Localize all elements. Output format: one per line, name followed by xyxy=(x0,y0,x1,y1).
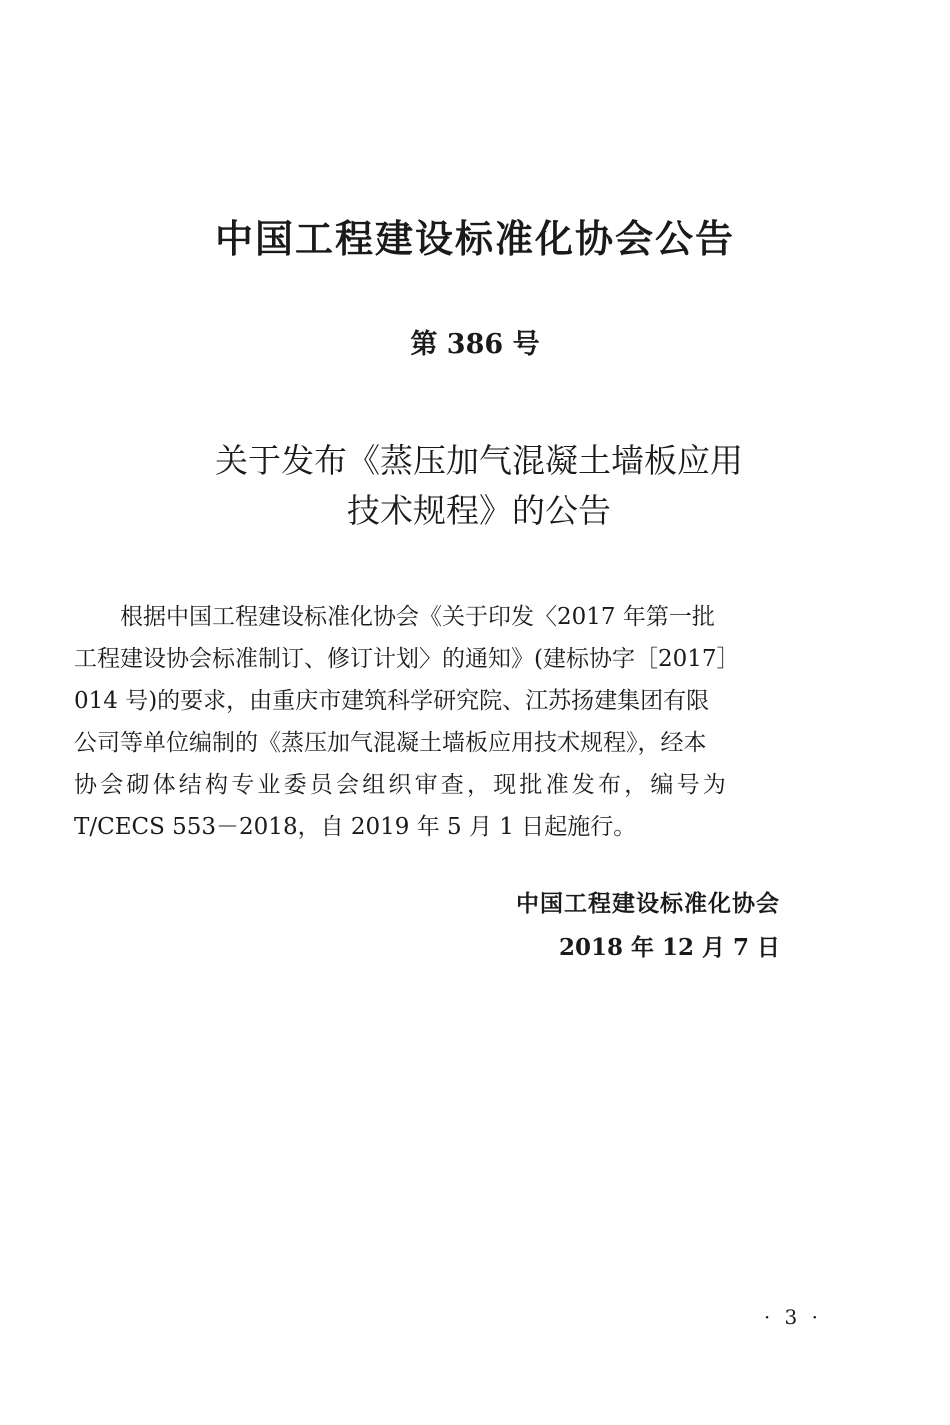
body-line: 公司等单位编制的《蒸压加气混凝土墙板应用技术规程》，经本 xyxy=(74,730,707,756)
body-line: 工程建设协会标准制订、修订计划〉的通知》(建标协字［2017］ xyxy=(74,646,740,672)
page-number: · 3 · xyxy=(763,1305,822,1329)
signature-block xyxy=(516,882,780,970)
body-line: 根据中国工程建设标准化协会《关于印发〈2017 年第一批 xyxy=(120,604,715,630)
signature-org: 中国工程建设标准化协会 xyxy=(516,890,780,917)
signature-date: 2018 年 12 月 7 日 xyxy=(558,934,780,961)
subject-line-1: 关于发布《蒸压加气混凝土墙板应用 xyxy=(215,441,743,480)
doc-number: 第 386 号 xyxy=(410,329,540,360)
subject-heading xyxy=(0,436,950,536)
subject-line-2: 技术规程》的公告 xyxy=(347,491,611,530)
announcement-body xyxy=(74,596,836,848)
body-line: 协会砌体结构专业委员会组织审查，现批准发布，编号为 xyxy=(74,772,729,798)
body-line: 014 号)的要求，由重庆市建筑科学研究院、江苏扬建集团有限 xyxy=(74,688,710,714)
body-line: T/CECS 553－2018，自 2019 年 5 月 1 日起施行。 xyxy=(74,814,637,840)
org-title: 中国工程建设标准化协会公告 xyxy=(214,217,735,261)
